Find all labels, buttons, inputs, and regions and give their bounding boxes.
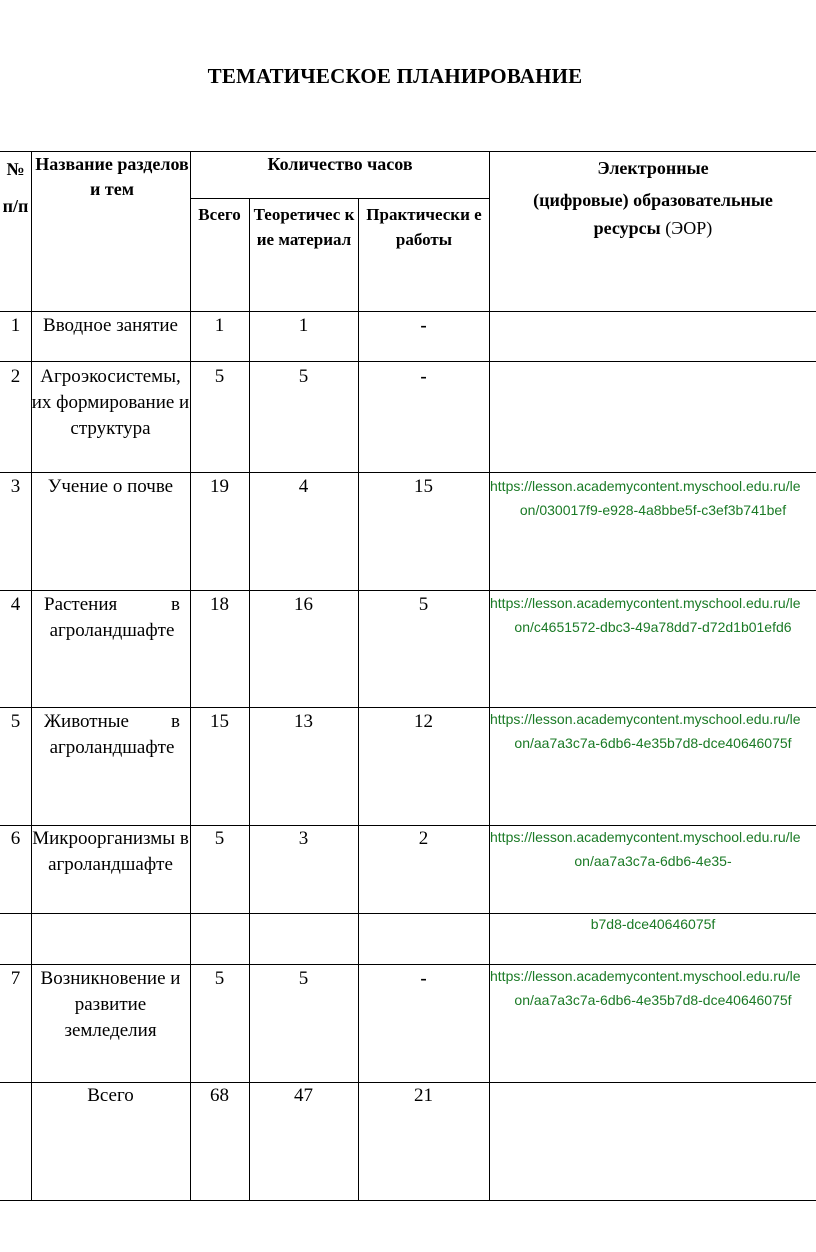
row-5-theory: 13 [294, 711, 313, 732]
row-4-name-word2: в [171, 594, 180, 615]
row-6-eor-link-continued[interactable]: b7d8-dce40646075f [590, 916, 716, 932]
header-eor-line1: Электронные [597, 158, 709, 178]
col-divider [190, 151, 191, 1201]
header-num-line2: п/п [2, 196, 29, 216]
row-6-link-line1[interactable]: https://lesson.academycontent.myschool.edu.ru/le [490, 829, 801, 845]
header-practice: Практически е работы [366, 205, 482, 249]
row-3-practice: 15 [414, 476, 433, 497]
header-total: Всего [198, 205, 241, 224]
row-5-practice: 12 [414, 711, 433, 732]
row-4-link-line2[interactable]: on/c4651572-dbc3-49a78dd7-d72d1b01efd6 [514, 619, 792, 635]
row-6-link-line2[interactable]: on/aa7a3c7a-6db6-4e35- [574, 853, 732, 869]
row-3-num: 3 [10, 476, 21, 497]
row-5-eor-link[interactable] [490, 707, 816, 755]
row-1-total: 1 [214, 315, 225, 336]
header-hours: Количество часов [267, 154, 413, 174]
header-name: Название разделов и тем [35, 154, 189, 199]
row-4-theory: 16 [294, 594, 313, 615]
row-4-practice: 5 [418, 594, 429, 615]
row-3-theory: 4 [298, 476, 309, 497]
row-2-practice: - [420, 366, 427, 387]
row-7-eor-link[interactable] [490, 964, 816, 1012]
footer-theory: 47 [294, 1085, 313, 1106]
row-3-link-line2[interactable]: on/030017f9-e928-4a8bbe5f-c3ef3b741bef [519, 502, 787, 518]
footer-label: Всего [87, 1085, 134, 1106]
header-eor-line2: (цифровые) образовательные [533, 190, 773, 210]
table-border-bottom [0, 1200, 816, 1201]
row-7-practice: - [420, 968, 427, 989]
row-1-name: Вводное занятие [43, 315, 178, 336]
col-divider [358, 198, 359, 1201]
row-5-link-line1[interactable]: https://lesson.academycontent.myschool.edu.ru/le [490, 711, 801, 727]
row-7-link-line1[interactable]: https://lesson.academycontent.myschool.edu.ru/le [490, 968, 801, 984]
hours-subheader-line [190, 198, 490, 199]
row-5-name-line1 [44, 709, 180, 735]
header-theory: Теоретичес кие материал [253, 205, 355, 249]
col-divider [249, 198, 250, 1201]
row-6-name: Микроорганизмы в агроландшафте [32, 828, 189, 875]
row-4-name [44, 592, 180, 644]
header-eor [490, 152, 816, 240]
row-4-name-line1 [44, 592, 180, 618]
header-eor-plain: (ЭОР) [660, 218, 713, 238]
row-7-num: 7 [10, 968, 21, 989]
row-5-name [44, 709, 180, 761]
row-3-link-line1[interactable]: https://lesson.academycontent.myschool.edu.ru/le [490, 478, 801, 494]
row-7-theory: 5 [298, 968, 309, 989]
row-5-num: 5 [10, 711, 21, 732]
row-2-theory: 5 [298, 366, 309, 387]
row-2-name: Агроэкосистемы, их формирование и структура [31, 366, 190, 439]
row-3-total: 19 [210, 476, 229, 497]
row-6-total: 5 [214, 828, 225, 849]
header-bottom-line [0, 311, 816, 312]
header-eor-bold: ресурсы [593, 218, 661, 238]
row-1-num: 1 [10, 315, 21, 336]
header-num [0, 151, 31, 225]
row-5-total: 15 [210, 711, 229, 732]
row-divider [0, 472, 816, 473]
row-5-name-word1: Животные [44, 711, 129, 732]
row-1-theory: 1 [298, 315, 309, 336]
row-6-eor-link[interactable] [490, 825, 816, 873]
row-3-eor-link[interactable] [490, 474, 816, 522]
row-5-name-word2: в [171, 711, 180, 732]
row-6-num: 6 [10, 828, 21, 849]
row-2-num: 2 [10, 366, 21, 387]
row-2-total: 5 [214, 366, 225, 387]
row-4-num: 4 [10, 594, 21, 615]
col-divider [489, 151, 490, 1201]
row-7-name: Возникновение и развитие земледелия [40, 968, 181, 1041]
row-6-theory: 3 [298, 828, 309, 849]
row-7-link-line2[interactable]: on/aa7a3c7a-6db6-4e35b7d8-dce40646075f [514, 992, 792, 1008]
page-title: ТЕМАТИЧЕСКОЕ ПЛАНИРОВАНИЕ [207, 64, 583, 88]
row-5-name-line2: агроландшафте [49, 737, 175, 758]
row-4-link-line1[interactable]: https://lesson.academycontent.myschool.edu.ru/le [490, 595, 801, 611]
header-eor-line3 [490, 216, 816, 240]
row-4-total: 18 [210, 594, 229, 615]
row-5-link-line2[interactable]: on/aa7a3c7a-6db6-4e35b7d8-dce40646075f [514, 735, 792, 751]
row-4-eor-link[interactable] [490, 591, 816, 639]
footer-practice: 21 [414, 1085, 433, 1106]
row-4-name-word1: Растения [44, 594, 118, 615]
header-num-line1: № [6, 159, 25, 179]
row-6-practice: 2 [418, 828, 429, 849]
row-3-name: Учение о почве [47, 476, 174, 497]
row-7-total: 5 [214, 968, 225, 989]
footer-total: 68 [210, 1085, 229, 1106]
row-4-name-line2: агроландшафте [49, 620, 175, 641]
row-1-practice: - [420, 315, 427, 336]
row-divider [0, 361, 816, 362]
